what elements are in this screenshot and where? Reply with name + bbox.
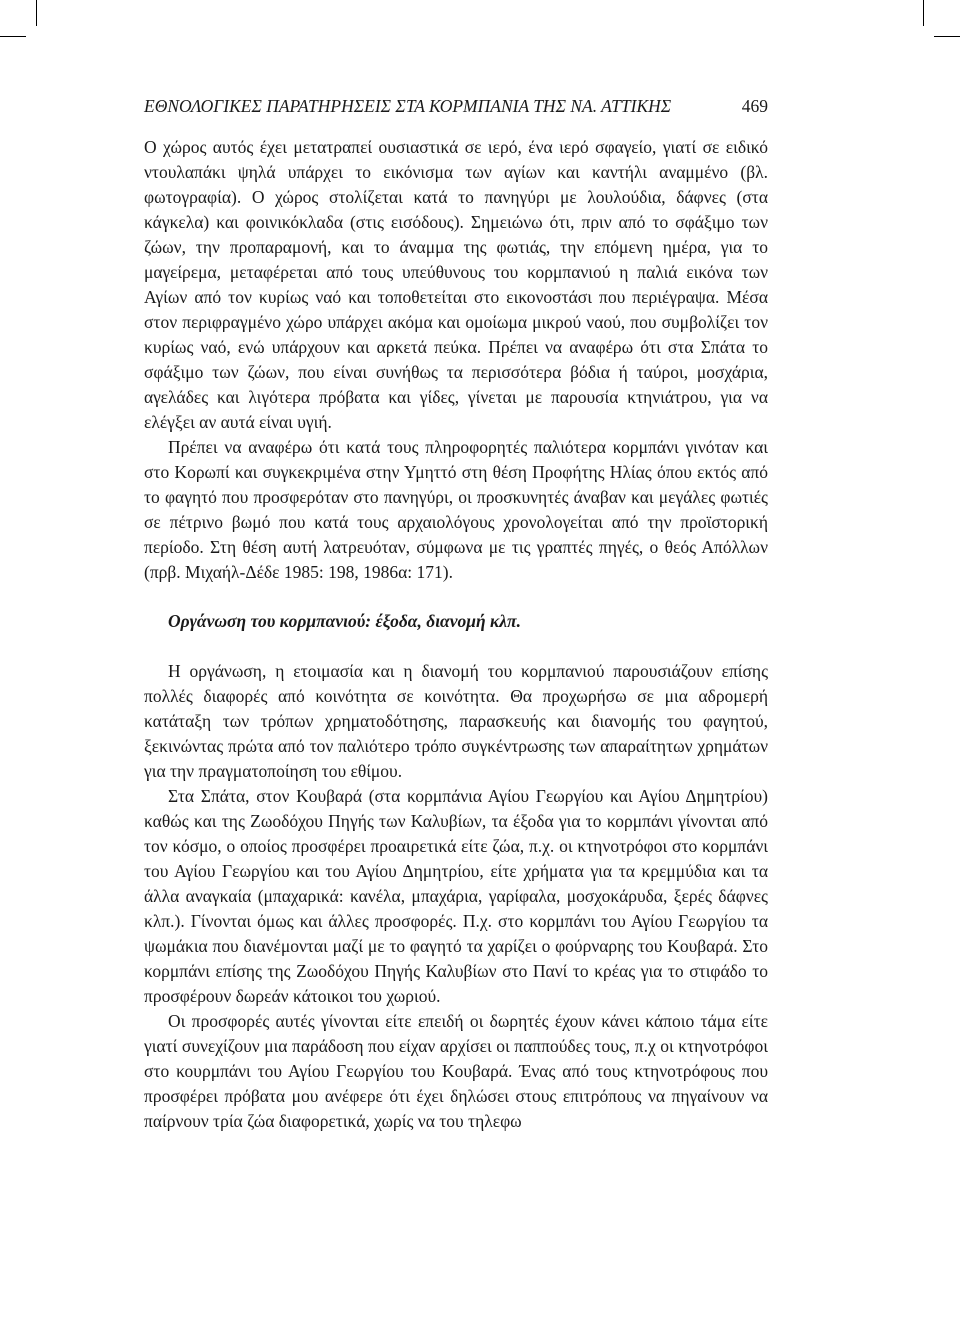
crop-mark-top-right-horizontal bbox=[934, 36, 960, 37]
crop-mark-top-left-horizontal bbox=[0, 36, 26, 37]
running-header bbox=[144, 94, 768, 118]
paragraph: Στα Σπάτα, στον Κουβαρά (στα κορμπάνια Αγίου Γεωργίου και Αγίου Δημητρίου) καθώς και της Ζωοδόχου Πηγής των Καλυβίων, τα έξοδα για το κορμπάνι γίνονται από τον κόσμο, ο οποίος προσφέρει προαιρετικά είτε ζώα, π.χ. οι κτηνοτρόφοι στο κορμπάνι του Αγίου Γεωργίου και του Αγίου Δημητρίου, είτε χρήματα για τα κρεμμύδια και τα άλλα αναγκαία (μπαχαρικά: κανέλα, μπαχάρια, γαρίφαλα, μοσχοκάρυδα, ξερές δάφνες κλπ.). Γίνονται όμως και άλλες προσφορές. Π.χ. στο κορμπάνι του Αγίου Γεωργίου τα ψωμάκια που διανέμονται μαζί με το φαγητό τα χαρίζει ο φούρναρης του Κουβαρά. Στο κορμπάνι επίσης της Ζωοδόχου Πηγής Καλυβίων στο Πανί το κρέας για το στιφάδο το προσφέρουν δωρεάν κάτοικοι του χωριού. bbox=[144, 786, 768, 1006]
section-heading: Οργάνωση του κορμπανιού: έξοδα, διανομή κλπ. bbox=[168, 611, 521, 631]
running-title: ΕΘΝΟΛΟΓΙΚΕΣ ΠΑΡΑΤΗΡΗΣΕΙΣ ΣΤΑ ΚΟΡΜΠΑΝΙΑ ΤΗΣ ΝΑ. ΑΤΤΙΚΗΣ bbox=[144, 96, 672, 116]
paragraph: Ο χώρος αυτός έχει μετατραπεί ουσιαστικά σε ιερό, ένα ιερό σφαγείο, γιατί σε ειδικό ντουλαπάκι ψηλά υπάρχει το εικόνισμα των αγίων και καντήλι αναμμένο (βλ. φωτογραφία). Ο χώρος στολίζεται κατά το πανηγύρι με λουλούδια, δάφνες (στα κάγκελα) και φοινικόκλαδα (στις εισόδους). Σημειώνω ότι, πριν από το σφάξιμο των ζώων, την προπαραμονή, και το άναμμα της φωτιάς, την επόμενη ημέρα, για το μαγείρεμα, μεταφέρεται από τους υπεύθυνους του κορμπανιού η παλιά εικόνα των Αγίων από τον κυρίως ναό και τοποθετείται στο εικονοστάσι που περιέγραψα. Μέσα στον περιφραγμένο χώρο υπάρχει ακόμα και ομοίωμα μικρού ναού, που συμβολίζει τον κυρίως ναό, ενώ υπάρχουν και αρκετά πεύκα. Πρέπει να αναφέρω ότι στα Σπάτα το σφάξιμο των ζώων, που είναι συνήθως τα περισσότερα βόδια ή ταύροι, μοσχάρια, αγελάδες και λιγότερα πρόβατα και γίδες, γίνεται με παρουσία κτηνιάτρου, για να ελέγξει αν αυτά είναι υγιή. bbox=[144, 137, 768, 432]
crop-mark-top-right-vertical bbox=[923, 0, 924, 26]
paragraph: Οι προσφορές αυτές γίνονται είτε επειδή οι δωρητές έχουν κάνει κάποιο τάμα είτε γιατί συνεχίζουν μια παράδοση που είχαν αρχίσει οι παππούδες τους, π.χ οι κτηνοτρόφοι στο κουρμπάνι του Αγίου Γεωργίου του Κουβαρά. Ένας από τους κτηνοτρόφους που προσφέρει πρόβατα μου ανέφερε ότι έχει δηλώσει στους επιτρόπους να πηγαίνουν να παίρνουν τρία ζώα διαφορετικά, χωρίς να του τηλεφω bbox=[144, 1011, 768, 1131]
page-number: 469 bbox=[741, 96, 768, 116]
body-text bbox=[144, 135, 768, 1134]
crop-mark-top-left-vertical bbox=[36, 0, 37, 26]
paragraph: Πρέπει να αναφέρω ότι κατά τους πληροφορητές παλιότερα κορμπάνι γινόταν και στο Κορωπί και συγκεκριμένα στην Υμηττό στη θέση Προφήτης Ηλίας όπου εκτός από το φαγητό που προσφερόταν στο πανηγύρι, οι προσκυνητές άναβαν και μεγάλες φωτιές σε πέτρινο βωμό που κατά τους αρχαιολόγους χρονολογείται από την προϊστορική περίοδο. Στη θέση αυτή λατρευόταν, σύμφωνα με τις γραπτές πηγές, ο θεός Απόλλων (πρβ. Μιχαήλ-Δέδε 1985: 198, 1986α: 171). bbox=[144, 437, 768, 582]
paragraph: Η οργάνωση, η ετοιμασία και η διανομή του κορμπανιού παρουσιάζουν επίσης πολλές διαφορές από κοινότητα σε κοινότητα. Θα προχωρήσω σε μια αδρομερή κατάταξη των τρόπων χρηματοδότησης, παρασκευής και διανομής του φαγητού, ξεκινώντας πρώτα από τον παλιότερο τρόπο συγκέντρωσης των απαραίτητων χρημάτων για την πραγματοποίηση του εθίμου. bbox=[144, 661, 768, 781]
